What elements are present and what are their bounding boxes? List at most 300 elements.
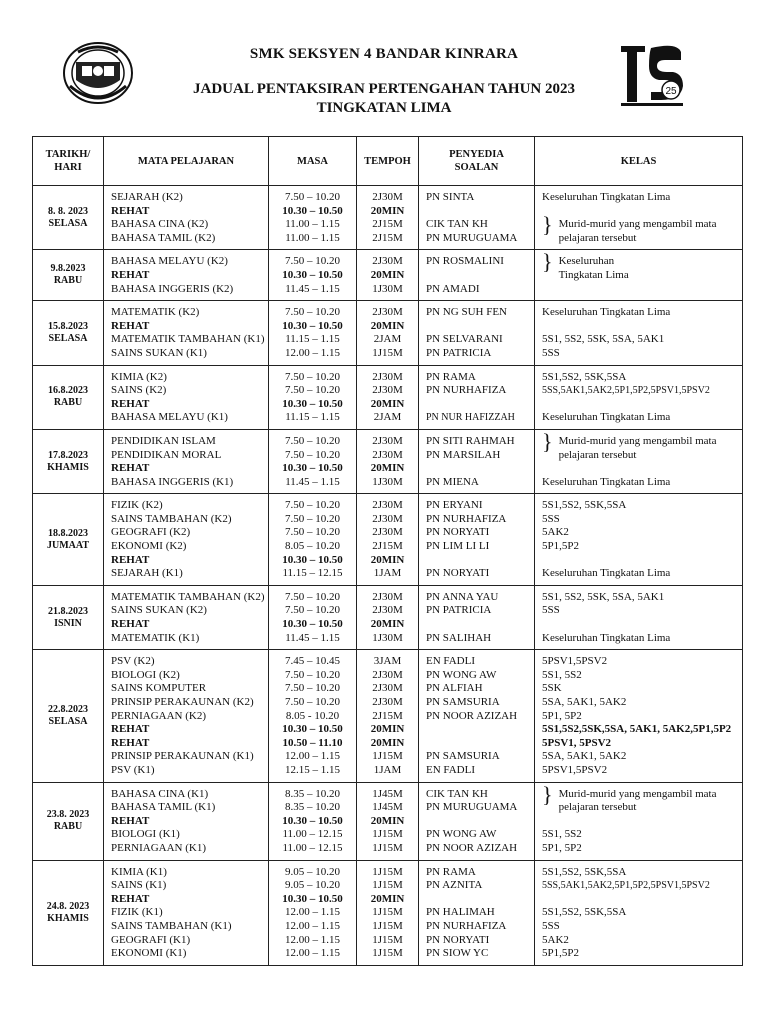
class-list: 5S1, 5S2 — [542, 668, 582, 681]
exam-day: KHAMIS — [47, 912, 89, 924]
class-list: 5S1, 5S2, 5SK, 5SA, 5AK1 — [542, 333, 665, 346]
day-row — [33, 186, 743, 250]
day-date-cell — [33, 650, 104, 782]
subject-name: SAINS (K1) — [111, 879, 167, 892]
question-setter — [419, 737, 534, 751]
exam-duration: 20MIN — [370, 319, 405, 332]
exam-time: 9.05 – 10.20 — [285, 865, 340, 878]
question-setter: PN NORYATI — [426, 933, 490, 946]
class-list — [535, 554, 742, 568]
question-setter: PN ANNA YAU — [426, 590, 499, 603]
break-label: REHAT — [111, 892, 150, 905]
duration-cell — [357, 782, 419, 860]
exam-schedule-table — [32, 136, 743, 966]
exam-duration: 20MIN — [370, 268, 405, 281]
exam-date: 8. 8. 2023 — [48, 205, 88, 217]
subject-name: BAHASA CINA (K1) — [111, 787, 209, 800]
subject-name: SAINS (K2) — [111, 384, 167, 397]
question-setter: PN ERYANI — [426, 499, 483, 512]
subject-name: KIMIA (K1) — [111, 865, 167, 878]
exam-duration: 1J15M — [372, 346, 403, 359]
exam-time: 12.00 – 1.15 — [285, 947, 340, 960]
brace-note — [535, 212, 742, 245]
question-setter: PN AZNITA — [426, 879, 483, 892]
time-cell — [269, 250, 357, 301]
exam-duration: 2J30M — [372, 370, 403, 383]
exam-duration: 2J15M — [372, 218, 403, 231]
exam-duration: 2J30M — [372, 526, 403, 539]
classes-cell — [535, 301, 743, 365]
class-list: Keseluruhan Tingkatan Lima — [542, 411, 671, 424]
exam-duration: 1J30M — [372, 475, 403, 488]
exam-duration: 20MIN — [370, 723, 405, 736]
break-label: REHAT — [111, 814, 150, 827]
exam-date: 23.8. 2023 — [46, 809, 90, 821]
question-setter: PN PATRICIA — [426, 604, 492, 617]
subject-name: BAHASA MELAYU (K2) — [111, 255, 228, 268]
exam-duration: 20MIN — [370, 397, 405, 410]
question-setter: PN RAMA — [426, 370, 476, 383]
subject-name: PERNIAGAAN (K2) — [111, 709, 207, 722]
break-label: REHAT — [111, 553, 150, 566]
exam-duration: 20MIN — [370, 892, 405, 905]
break-label: REHAT — [111, 618, 150, 631]
exam-duration: 2J30M — [372, 668, 403, 681]
class-list: 5PSV1, 5PSV2 — [542, 736, 612, 749]
day-row — [33, 250, 743, 301]
brace-note — [535, 249, 742, 282]
exam-duration: 1J15M — [372, 828, 403, 841]
col-header-setter: PENYEDIA SOALAN — [419, 137, 535, 186]
break-label: REHAT — [111, 268, 150, 281]
exam-time: 7.50 – 10.20 — [285, 682, 340, 695]
subject-name: MATEMATIK TAMBAHAN (K1) — [111, 333, 265, 346]
exam-time: 10.30 – 10.50 — [282, 553, 343, 566]
classes-cell — [535, 250, 743, 301]
class-list — [535, 815, 742, 829]
col-header-subject: MATA PELAJARAN — [104, 137, 269, 186]
question-setter — [419, 893, 534, 907]
exam-duration: 1JAM — [373, 763, 402, 776]
brace-note-line: Keseluruhan — [558, 255, 615, 268]
day-date-cell — [33, 860, 104, 965]
question-setter — [419, 320, 534, 334]
question-setter — [419, 618, 534, 632]
day-row — [33, 782, 743, 860]
brace-note — [535, 428, 742, 462]
subject-name: BAHASA TAMIL (K2) — [111, 231, 216, 244]
duration-cell — [357, 860, 419, 965]
exam-time: 10.30 – 10.50 — [282, 319, 343, 332]
class-list: 5AK2 — [542, 526, 569, 539]
exam-duration: 2J30M — [372, 191, 403, 203]
time-cell — [269, 186, 357, 250]
exam-day: SELASA — [48, 332, 88, 344]
brace-note-line: Murid-murid yang mengambil mata — [558, 787, 717, 800]
exam-date: 17.8.2023 — [48, 449, 88, 461]
break-label: REHAT — [111, 736, 150, 749]
subject-name: PSV (K1) — [111, 763, 155, 776]
exam-duration: 1J45M — [372, 787, 403, 800]
question-setter: PN ROSMALINI — [426, 255, 504, 268]
subject-cell — [104, 650, 269, 782]
day-date-cell — [33, 250, 104, 301]
subject-name: MATEMATIK (K1) — [111, 631, 200, 644]
setter-cell — [419, 860, 535, 965]
question-setter: PN NURHAFIZA — [426, 919, 507, 932]
class-list — [535, 462, 742, 476]
exam-duration: 2J30M — [372, 604, 403, 617]
brace-icon: } — [542, 428, 553, 454]
class-list: 5SA, 5AK1, 5AK2 — [542, 696, 627, 708]
classes-cell — [535, 429, 743, 493]
class-list — [535, 398, 742, 412]
subject-name: SAINS TAMBAHAN (K2) — [111, 512, 232, 525]
exam-duration: 2J30M — [372, 384, 403, 397]
exam-duration: 2J30M — [372, 434, 403, 447]
duration-cell — [357, 250, 419, 301]
subject-name: SAINS SUKAN (K1) — [111, 346, 207, 359]
question-setter: PN NURHAFIZA — [426, 512, 507, 525]
classes-cell — [535, 365, 743, 429]
subject-name: BIOLOGI (K1) — [111, 828, 180, 841]
subject-name: BAHASA CINA (K2) — [111, 218, 209, 231]
class-list: Keseluruhan Tingkatan Lima — [542, 631, 671, 644]
subject-name: SEJARAH (K2) — [111, 191, 183, 203]
question-setter — [419, 815, 534, 829]
exam-time: 8.05 - 10.20 — [285, 709, 340, 722]
break-label: REHAT — [111, 204, 150, 217]
question-setter: PN NURHAFIZA — [426, 384, 507, 397]
col-header-date: TARIKH/ HARI — [33, 137, 104, 186]
subject-name: FIZIK (K2) — [111, 499, 163, 512]
question-setter: PN NOOR AZIZAH — [426, 709, 518, 722]
day-row — [33, 365, 743, 429]
exam-time: 7.50 – 10.20 — [285, 370, 340, 383]
subject-cell — [104, 365, 269, 429]
subject-name: BIOLOGI (K2) — [111, 668, 180, 681]
question-setter: PN SITI RAHMAH — [426, 434, 515, 447]
subject-name: GEOGRAFI (K1) — [111, 933, 191, 946]
question-setter: EN FADLI — [426, 763, 475, 776]
subject-name: KIMIA (K2) — [111, 370, 167, 383]
question-setter: PN NORYATI — [426, 567, 490, 580]
exam-day: KHAMIS — [47, 461, 89, 473]
exam-time: 7.50 – 10.20 — [285, 434, 340, 447]
class-list: 5P1, 5P2 — [542, 841, 582, 854]
question-setter: CIK TAN KH — [426, 787, 488, 800]
document-header — [0, 0, 768, 130]
question-setter: PN SAMSURIA — [426, 750, 500, 763]
exam-time: 10.50 – 11.10 — [282, 736, 343, 749]
question-setter: PN NOOR AZIZAH — [426, 841, 518, 854]
brace-note-line: pelajaran tersebut — [558, 231, 637, 244]
document-title: JADUAL PENTAKSIRAN PERTENGAHAN TAHUN 2023 — [192, 81, 575, 97]
exam-duration: 2J30M — [372, 306, 403, 319]
exam-duration: 2J30M — [372, 590, 403, 603]
subject-name: SAINS KOMPUTER — [111, 682, 207, 695]
duration-cell — [357, 650, 419, 782]
exam-time: 10.30 – 10.50 — [282, 618, 343, 631]
class-list: 5SS — [542, 919, 560, 932]
exam-date: 21.8.2023 — [48, 605, 88, 617]
exam-time: 7.50 – 10.20 — [285, 668, 340, 681]
question-setter: PN SALIHAH — [426, 631, 492, 644]
class-list — [535, 618, 742, 632]
exam-duration: 2J15M — [372, 540, 403, 553]
subject-cell — [104, 186, 269, 250]
subject-name: PSV (K2) — [111, 655, 155, 668]
day-date-cell — [33, 782, 104, 860]
form-level: TINGKATAN LIMA — [316, 100, 452, 116]
class-list: 5SS — [542, 604, 560, 617]
brace-note — [535, 781, 742, 815]
subject-name: BAHASA INGGERIS (K2) — [111, 282, 234, 295]
setter-cell — [419, 585, 535, 649]
subject-name: BAHASA TAMIL (K1) — [111, 801, 216, 814]
duration-cell — [357, 301, 419, 365]
duration-cell — [357, 186, 419, 250]
time-cell — [269, 301, 357, 365]
class-list: 5SK — [542, 682, 562, 695]
question-setter — [419, 269, 534, 283]
question-setter: PN PATRICIA — [426, 346, 492, 359]
question-setter: PN MIENA — [426, 475, 479, 488]
question-setter: PN SIOW YC — [426, 947, 489, 960]
question-setter: PN NORYATI — [426, 526, 490, 539]
exam-time: 7.50 – 10.20 — [285, 384, 340, 397]
question-setter: PN AMADI — [426, 282, 480, 295]
exam-time: 7.50 – 10.20 — [285, 191, 340, 203]
exam-duration: 1J15M — [372, 919, 403, 932]
class-list: 5S1,5S2, 5SK,5SA — [542, 865, 627, 878]
exam-time: 12.00 – 1.15 — [285, 346, 340, 359]
exam-time: 12.15 – 1.15 — [285, 763, 340, 776]
setter-cell — [419, 301, 535, 365]
exam-duration: 20MIN — [370, 462, 405, 475]
exam-duration: 1J15M — [372, 906, 403, 919]
exam-time: 11.00 – 12.15 — [282, 841, 343, 854]
exam-time: 7.50 – 10.20 — [285, 306, 340, 319]
class-list: 5PSV1,5PSV2 — [542, 763, 608, 776]
question-setter: PN WONG AW — [426, 828, 497, 841]
class-list: 5P1, 5P2 — [542, 709, 582, 722]
class-list: Keseluruhan Tingkatan Lima — [542, 306, 671, 319]
exam-time: 11.45 – 1.15 — [285, 475, 340, 488]
class-list: 5SS,5AK1,5AK2,5P1,5P2,5PSV1,5PSV2 — [542, 385, 710, 397]
class-list — [535, 893, 742, 907]
classes-cell — [535, 186, 743, 250]
exam-day: RABU — [53, 821, 83, 833]
day-date-cell — [33, 186, 104, 250]
time-cell — [269, 429, 357, 493]
question-setter: PN SAMSURIA — [426, 696, 500, 708]
classes-cell — [535, 782, 743, 860]
exam-day: JUMAAT — [46, 539, 90, 551]
exam-time: 7.50 – 10.20 — [285, 526, 340, 539]
question-setter: EN FADLI — [426, 655, 475, 668]
exam-time: 11.15 – 12.15 — [282, 567, 343, 580]
subject-name: PRINSIP PERAKAUNAN (K1) — [111, 750, 254, 763]
exam-time: 11.15 – 1.15 — [285, 411, 340, 424]
question-setter — [419, 554, 534, 568]
classes-cell — [535, 585, 743, 649]
exam-time: 12.00 – 1.15 — [285, 906, 340, 919]
brace-icon: } — [542, 249, 553, 275]
brace-icon: } — [542, 781, 553, 807]
class-list: 5P1,5P2 — [542, 540, 579, 553]
exam-time: 7.50 – 10.20 — [285, 590, 340, 603]
subject-name: FIZIK (K1) — [111, 906, 163, 919]
setter-cell — [419, 429, 535, 493]
exam-time: 7.50 – 10.20 — [285, 499, 340, 512]
time-cell — [269, 860, 357, 965]
exam-time: 10.30 – 10.50 — [282, 268, 343, 281]
day-row — [33, 494, 743, 586]
class-list: Keseluruhan Tingkatan Lima — [542, 191, 671, 203]
exam-duration: 20MIN — [370, 814, 405, 827]
time-cell — [269, 782, 357, 860]
exam-date: 22.8.2023 — [48, 703, 88, 715]
break-label: REHAT — [111, 723, 150, 736]
exam-day: RABU — [53, 397, 83, 409]
exam-duration: 2J30M — [372, 696, 403, 708]
col-header-duration: TEMPOH — [357, 137, 419, 186]
question-setter: PN SINTA — [426, 191, 475, 203]
exam-duration: 1J15M — [372, 947, 403, 960]
setter-cell — [419, 365, 535, 429]
class-list — [535, 320, 742, 334]
exam-time: 7.50 – 10.20 — [285, 696, 340, 708]
class-list: 5S1, 5S2, 5SK, 5SA, 5AK1 — [542, 590, 665, 603]
exam-duration: 1J15M — [372, 865, 403, 878]
exam-duration: 2J30M — [372, 255, 403, 268]
subject-name: EKONOMI (K1) — [111, 947, 187, 960]
exam-duration: 1J45M — [372, 801, 403, 814]
brace-icon: } — [542, 212, 553, 238]
class-list: 5P1,5P2 — [542, 947, 579, 960]
class-list: 5SA, 5AK1, 5AK2 — [542, 750, 627, 763]
setter-cell — [419, 494, 535, 586]
exam-time: 7.50 – 10.20 — [285, 512, 340, 525]
brace-note-line: pelajaran tersebut — [558, 801, 637, 814]
question-setter: PN RAMA — [426, 865, 476, 878]
question-setter: PN NUR HAFIZZAH — [426, 412, 515, 424]
duration-cell — [357, 585, 419, 649]
brace-note-line: pelajaran tersebut — [558, 448, 637, 461]
question-setter: CIK TAN KH — [426, 218, 488, 231]
exam-date: 16.8.2023 — [48, 385, 88, 397]
subject-cell — [104, 429, 269, 493]
question-setter — [419, 205, 534, 219]
anniversary-logo-icon — [617, 42, 685, 108]
exam-duration: 20MIN — [370, 204, 405, 217]
exam-time: 7.50 – 10.20 — [285, 448, 340, 461]
subject-cell — [104, 494, 269, 586]
exam-duration: 1J15M — [372, 879, 403, 892]
exam-day: RABU — [53, 275, 83, 287]
question-setter — [419, 462, 534, 476]
day-row — [33, 429, 743, 493]
duration-cell — [357, 429, 419, 493]
question-setter: PN WONG AW — [426, 668, 497, 681]
subject-cell — [104, 860, 269, 965]
day-date-cell — [33, 494, 104, 586]
exam-duration: 2J15M — [372, 231, 403, 244]
break-label: REHAT — [111, 319, 150, 332]
day-row — [33, 860, 743, 965]
question-setter: PN MARSILAH — [426, 448, 501, 461]
exam-time: 11.45 – 1.15 — [285, 631, 340, 644]
class-list: 5SS — [542, 512, 560, 525]
day-date-cell — [33, 429, 104, 493]
exam-time: 7.45 – 10.45 — [285, 655, 340, 668]
time-cell — [269, 494, 357, 586]
exam-time: 10.30 – 10.50 — [282, 814, 343, 827]
class-list: 5SS — [542, 346, 560, 359]
exam-time: 12.00 – 1.15 — [285, 750, 340, 763]
classes-cell — [535, 860, 743, 965]
col-header-classes: KELAS — [535, 137, 743, 186]
exam-time: 11.45 – 1.15 — [285, 282, 340, 295]
class-list: 5S1, 5S2 — [542, 828, 582, 841]
question-setter — [419, 723, 534, 737]
setter-cell — [419, 782, 535, 860]
exam-date: 24.8. 2023 — [46, 900, 90, 912]
subject-cell — [104, 301, 269, 365]
exam-date: 15.8.2023 — [48, 320, 88, 332]
question-setter: PN SELVARANI — [426, 333, 503, 346]
class-list: 5SS,5AK1,5AK2,5P1,5P2,5PSV1,5PSV2 — [542, 880, 710, 892]
exam-duration: 20MIN — [370, 736, 405, 749]
question-setter: PN HALIMAH — [426, 906, 495, 919]
subject-cell — [104, 250, 269, 301]
subject-name: BAHASA INGGERIS (K1) — [111, 475, 234, 488]
exam-duration: 1J15M — [372, 750, 403, 763]
exam-duration: 20MIN — [370, 553, 405, 566]
subject-name: EKONOMI (K2) — [111, 540, 187, 553]
question-setter: PN MURUGUAMA — [426, 801, 518, 814]
exam-time: 8.05 – 10.20 — [285, 540, 340, 553]
subject-name: MATEMATIK (K2) — [111, 306, 200, 319]
subject-name: SAINS TAMBAHAN (K1) — [111, 919, 232, 932]
class-list: 5AK2 — [542, 933, 569, 946]
col-header-time: MASA — [269, 137, 357, 186]
exam-duration: 20MIN — [370, 618, 405, 631]
class-list: Keseluruhan Tingkatan Lima — [542, 567, 671, 580]
exam-day: SELASA — [48, 715, 88, 727]
brace-note-line: Murid-murid yang mengambil mata — [558, 434, 717, 447]
exam-date: 18.8.2023 — [48, 527, 88, 539]
day-date-cell — [33, 301, 104, 365]
exam-duration: 2J30M — [372, 512, 403, 525]
school-name: SMK SEKSYEN 4 BANDAR KINRARA — [249, 46, 519, 62]
setter-cell — [419, 186, 535, 250]
exam-duration: 2J30M — [372, 448, 403, 461]
exam-time: 10.30 – 10.50 — [282, 462, 343, 475]
day-date-cell — [33, 365, 104, 429]
exam-duration: 1J15M — [372, 933, 403, 946]
class-list: 5S1,5S2, 5SK,5SA — [542, 499, 627, 512]
time-cell — [269, 365, 357, 429]
exam-day: ISNIN — [54, 617, 82, 629]
time-cell — [269, 585, 357, 649]
class-list: 5S1,5S2, 5SK,5SA — [542, 906, 627, 919]
exam-time: 12.00 – 1.15 — [285, 919, 340, 932]
subject-cell — [104, 585, 269, 649]
question-setter: PN LIM LI LI — [426, 540, 490, 553]
exam-duration: 3JAM — [373, 655, 402, 668]
